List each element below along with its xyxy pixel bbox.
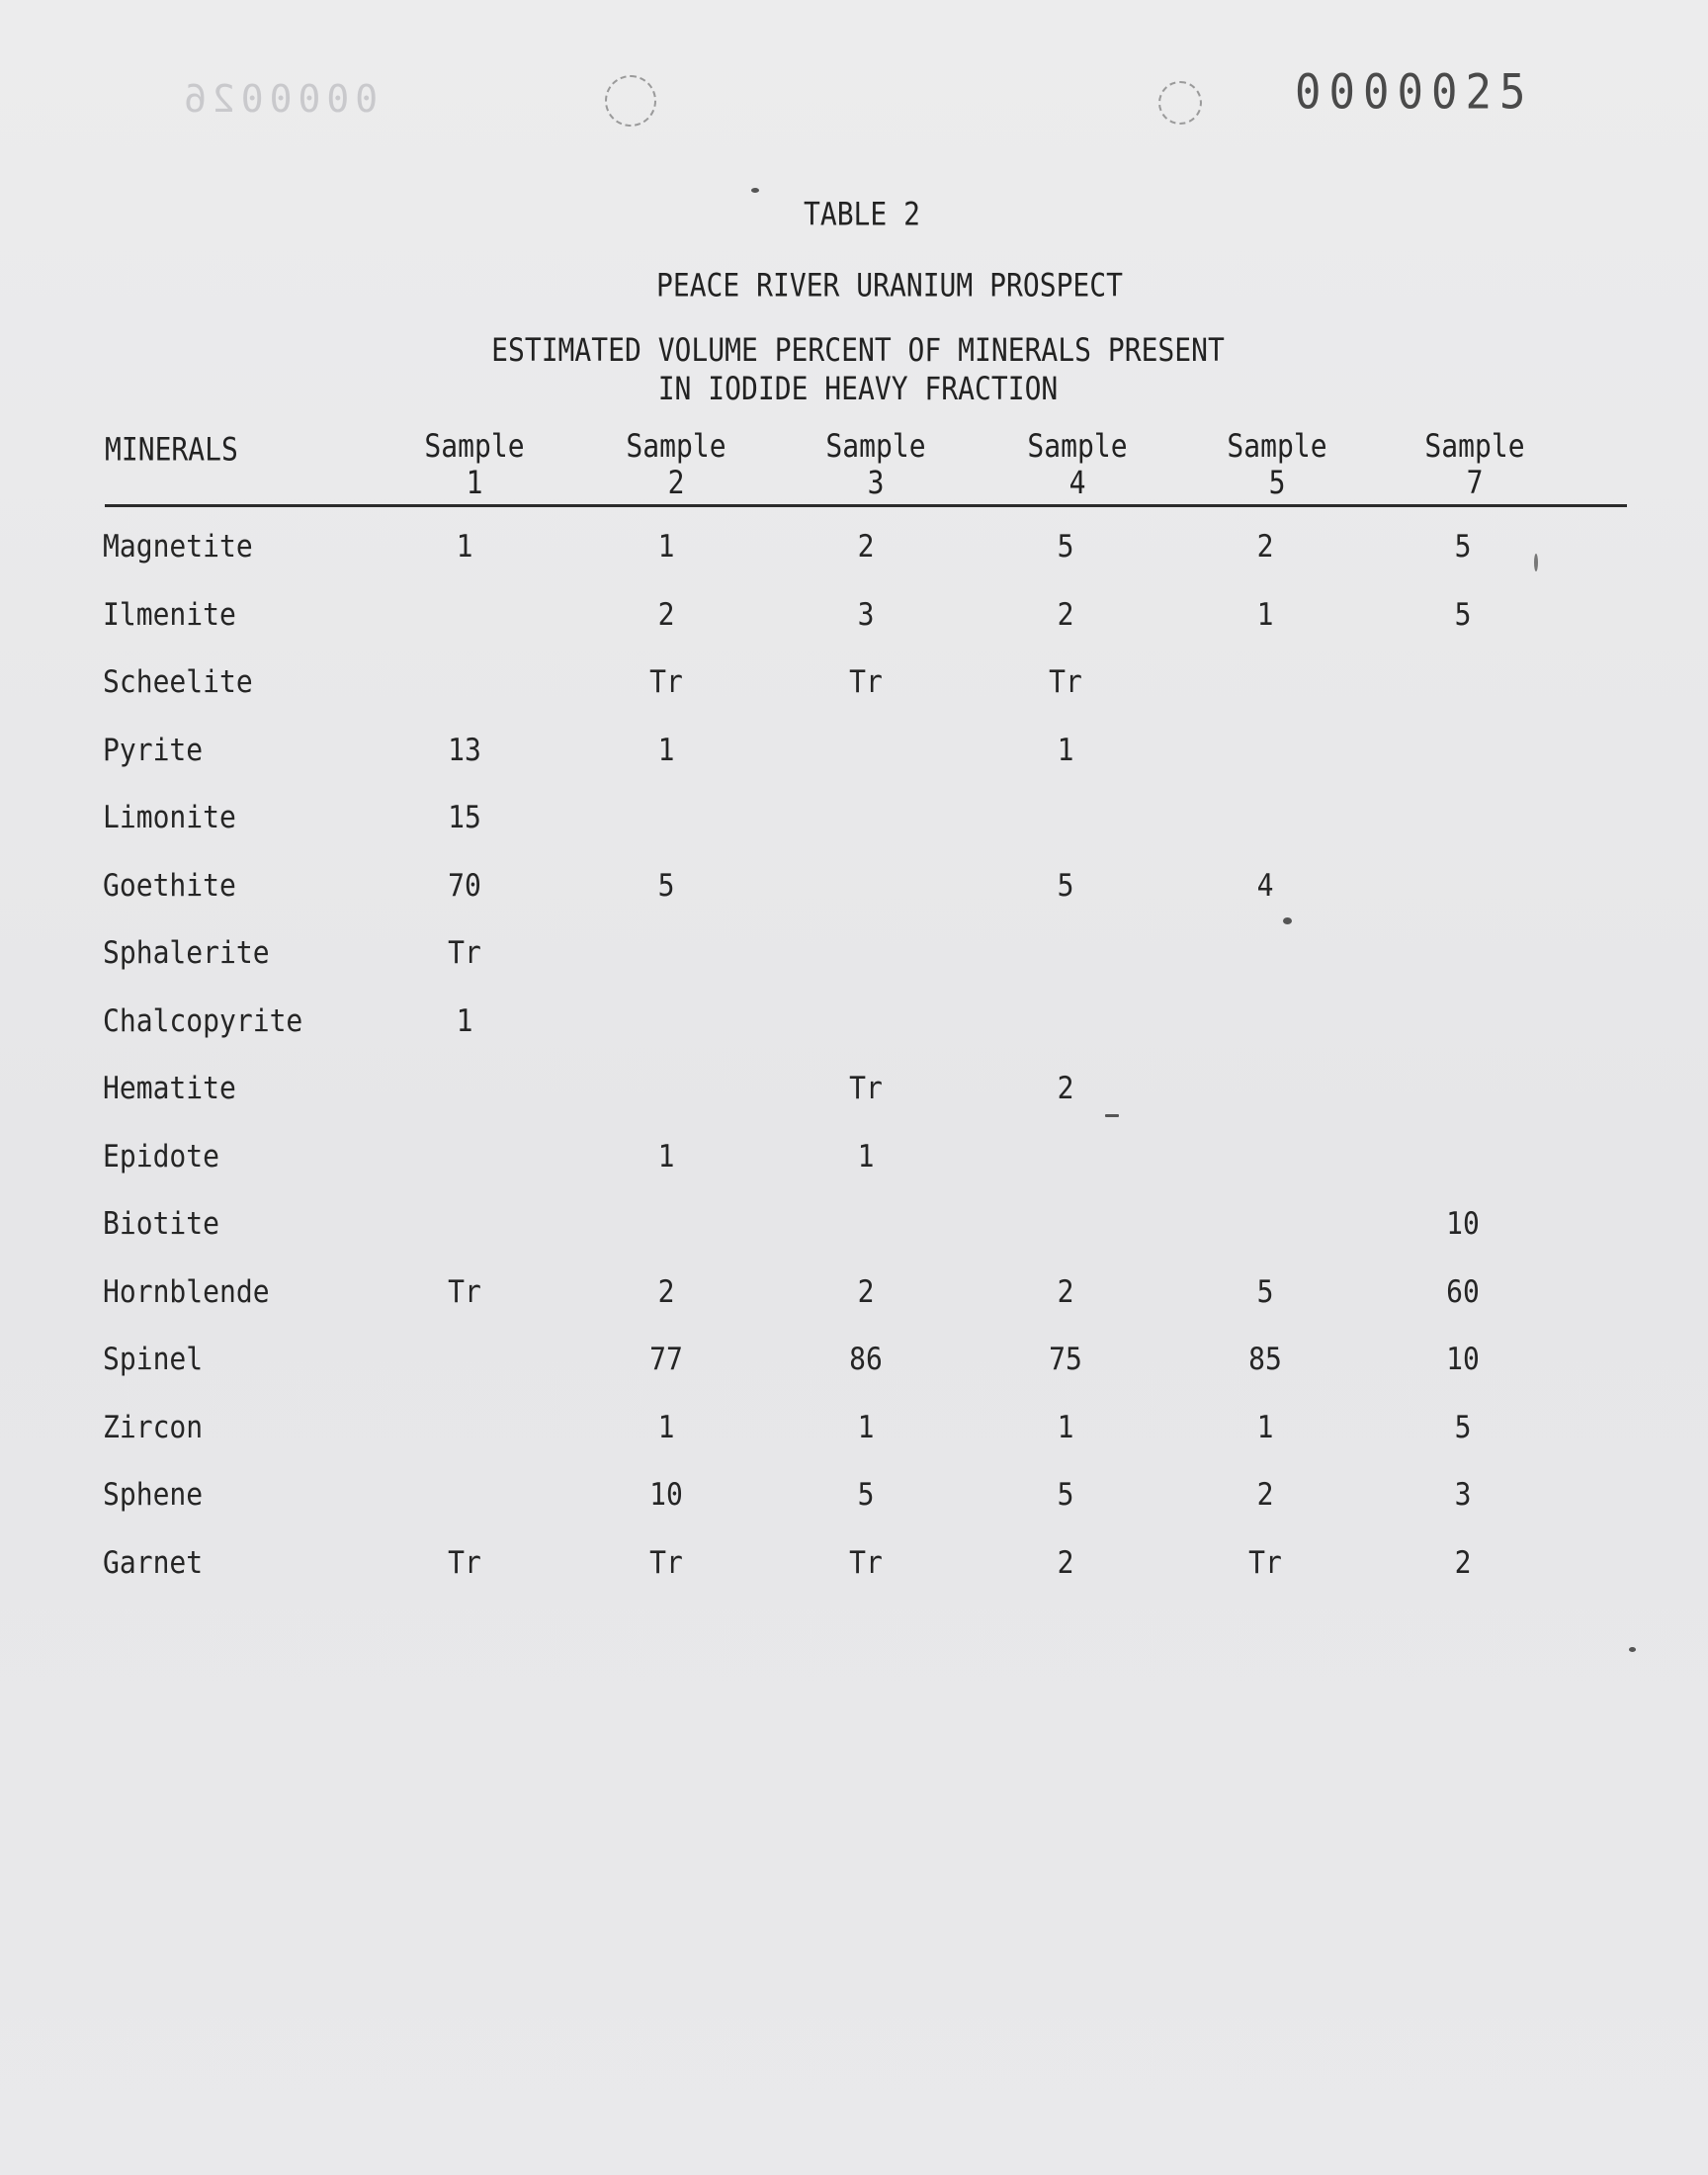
volume-percent-cell: 77 xyxy=(649,1341,683,1377)
volume-percent-cell: 70 xyxy=(448,867,481,904)
volume-percent-cell: Tr xyxy=(1049,663,1082,700)
mineral-name: Sphene xyxy=(103,1476,204,1513)
sample-header-number: 1 xyxy=(466,463,483,501)
table-row xyxy=(0,598,1708,638)
volume-percent-cell: 75 xyxy=(1049,1341,1082,1377)
mineral-name: Ilmenite xyxy=(103,596,236,633)
table-row xyxy=(0,665,1708,705)
volume-percent-cell: 4 xyxy=(1256,867,1274,904)
volume-percent-cell: Tr xyxy=(849,1070,883,1106)
volume-percent-cell: 1 xyxy=(1256,1409,1274,1445)
mineral-name: Chalcopyrite xyxy=(103,1002,303,1039)
table-row xyxy=(0,1546,1708,1586)
punch-hole-mark xyxy=(605,75,656,127)
volume-percent-cell: 5 xyxy=(1454,528,1472,565)
volume-percent-cell: 1 xyxy=(1256,596,1274,633)
volume-percent-cell: 5 xyxy=(1454,1409,1472,1445)
volume-percent-cell: 3 xyxy=(1454,1476,1472,1513)
volume-percent-cell: 1 xyxy=(456,528,473,565)
sample-header-number: 3 xyxy=(867,463,885,501)
volume-percent-cell: 5 xyxy=(1057,867,1074,904)
sample-column-header xyxy=(617,428,735,501)
volume-percent-cell: 5 xyxy=(1057,1476,1074,1513)
volume-percent-cell: 5 xyxy=(1057,528,1074,565)
bleed-through-number: 0000026 xyxy=(178,77,379,121)
scan-speck xyxy=(751,188,759,193)
scan-speck xyxy=(1534,554,1538,571)
mineral-name: Hematite xyxy=(103,1070,236,1106)
sample-header-label: Sample xyxy=(626,427,726,465)
volume-percent-cell: 2 xyxy=(1057,1070,1074,1106)
volume-percent-cell: 1 xyxy=(1057,1409,1074,1445)
table-subtitle: PEACE RIVER URANIUM PROSPECT xyxy=(655,266,1123,304)
volume-percent-cell: Tr xyxy=(448,1273,481,1310)
sample-column-header xyxy=(1218,428,1336,501)
volume-percent-cell: Tr xyxy=(1248,1544,1282,1581)
volume-percent-cell: 2 xyxy=(657,596,675,633)
mineral-name: Epidote xyxy=(103,1138,220,1174)
table-row xyxy=(0,734,1708,773)
table-row xyxy=(0,1411,1708,1450)
table-row xyxy=(0,1140,1708,1179)
volume-percent-cell: 3 xyxy=(857,596,875,633)
table-row xyxy=(0,1004,1708,1044)
sample-header-label: Sample xyxy=(1424,427,1525,465)
volume-percent-cell: 2 xyxy=(857,1273,875,1310)
table-row xyxy=(0,869,1708,909)
sample-column-header xyxy=(1018,428,1137,501)
volume-percent-cell: 1 xyxy=(657,732,675,768)
volume-percent-cell: Tr xyxy=(448,934,481,971)
volume-percent-cell: 1 xyxy=(657,1138,675,1174)
volume-percent-cell: 1 xyxy=(657,1409,675,1445)
volume-percent-cell: 2 xyxy=(657,1273,675,1310)
volume-percent-cell: 1 xyxy=(456,1002,473,1039)
volume-percent-cell: 5 xyxy=(1454,596,1472,633)
scan-speck xyxy=(1629,1647,1636,1652)
volume-percent-cell: 13 xyxy=(448,732,481,768)
sample-header-label: Sample xyxy=(424,427,525,465)
sample-header-number: 2 xyxy=(667,463,685,501)
sample-column-header xyxy=(1415,428,1534,501)
volume-percent-cell: 1 xyxy=(857,1138,875,1174)
sample-column-header xyxy=(415,428,534,501)
volume-percent-cell: 2 xyxy=(1057,596,1074,633)
volume-percent-cell: 1 xyxy=(657,528,675,565)
mineral-name: Biotite xyxy=(103,1205,220,1242)
volume-percent-cell: 2 xyxy=(1256,1476,1274,1513)
volume-percent-cell: 2 xyxy=(1057,1544,1074,1581)
volume-percent-cell: 10 xyxy=(649,1476,683,1513)
minerals-column-header: MINERALS xyxy=(105,430,238,469)
mineral-name: Pyrite xyxy=(103,732,204,768)
volume-percent-cell: Tr xyxy=(649,1544,683,1581)
sample-header-label: Sample xyxy=(825,427,926,465)
mineral-name: Zircon xyxy=(103,1409,204,1445)
volume-percent-cell: 2 xyxy=(1057,1273,1074,1310)
volume-percent-cell: Tr xyxy=(649,663,683,700)
scan-speck xyxy=(1105,1114,1119,1117)
table-row xyxy=(0,1343,1708,1382)
document-number: 0000025 xyxy=(1295,64,1534,121)
volume-percent-cell: Tr xyxy=(849,1544,883,1581)
sample-header-number: 4 xyxy=(1068,463,1086,501)
sample-header-number: 7 xyxy=(1466,463,1484,501)
table-row xyxy=(0,1072,1708,1111)
table-row xyxy=(0,1478,1708,1518)
punch-hole-mark xyxy=(1158,81,1202,125)
mineral-name: Garnet xyxy=(103,1544,204,1581)
sample-header-number: 5 xyxy=(1268,463,1286,501)
volume-percent-cell: 10 xyxy=(1446,1341,1480,1377)
scan-speck xyxy=(1283,917,1292,924)
volume-percent-cell: 15 xyxy=(448,799,481,835)
mineral-name: Goethite xyxy=(103,867,236,904)
table-heading xyxy=(4,331,1708,408)
volume-percent-cell: Tr xyxy=(849,663,883,700)
volume-percent-cell: 1 xyxy=(857,1409,875,1445)
volume-percent-cell: 2 xyxy=(1256,528,1274,565)
mineral-name: Magnetite xyxy=(103,528,253,565)
sample-header-label: Sample xyxy=(1227,427,1327,465)
volume-percent-cell: 5 xyxy=(857,1476,875,1513)
volume-percent-cell: 86 xyxy=(849,1341,883,1377)
table-row xyxy=(0,936,1708,976)
volume-percent-cell: 10 xyxy=(1446,1205,1480,1242)
volume-percent-cell: 5 xyxy=(1256,1273,1274,1310)
table-title: TABLE 2 xyxy=(803,195,920,233)
volume-percent-cell: 1 xyxy=(1057,732,1074,768)
table-row xyxy=(0,1275,1708,1315)
sample-column-header xyxy=(816,428,935,501)
mineral-name: Scheelite xyxy=(103,663,253,700)
mineral-name: Limonite xyxy=(103,799,236,835)
mineral-name: Sphalerite xyxy=(103,934,270,971)
table-heading-line: ESTIMATED VOLUME PERCENT OF MINERALS PRESENT xyxy=(491,330,1225,369)
table-row xyxy=(0,801,1708,840)
volume-percent-cell: Tr xyxy=(448,1544,481,1581)
table-heading-line: IN IODIDE HEAVY FRACTION xyxy=(657,370,1059,407)
table-row xyxy=(0,530,1708,569)
volume-percent-cell: 5 xyxy=(657,867,675,904)
volume-percent-cell: 85 xyxy=(1248,1341,1282,1377)
volume-percent-cell: 2 xyxy=(857,528,875,565)
mineral-name: Hornblende xyxy=(103,1273,270,1310)
table-row xyxy=(0,1207,1708,1247)
sample-header-label: Sample xyxy=(1027,427,1128,465)
mineral-name: Spinel xyxy=(103,1341,204,1377)
volume-percent-cell: 2 xyxy=(1454,1544,1472,1581)
header-rule xyxy=(105,504,1627,507)
volume-percent-cell: 60 xyxy=(1446,1273,1480,1310)
